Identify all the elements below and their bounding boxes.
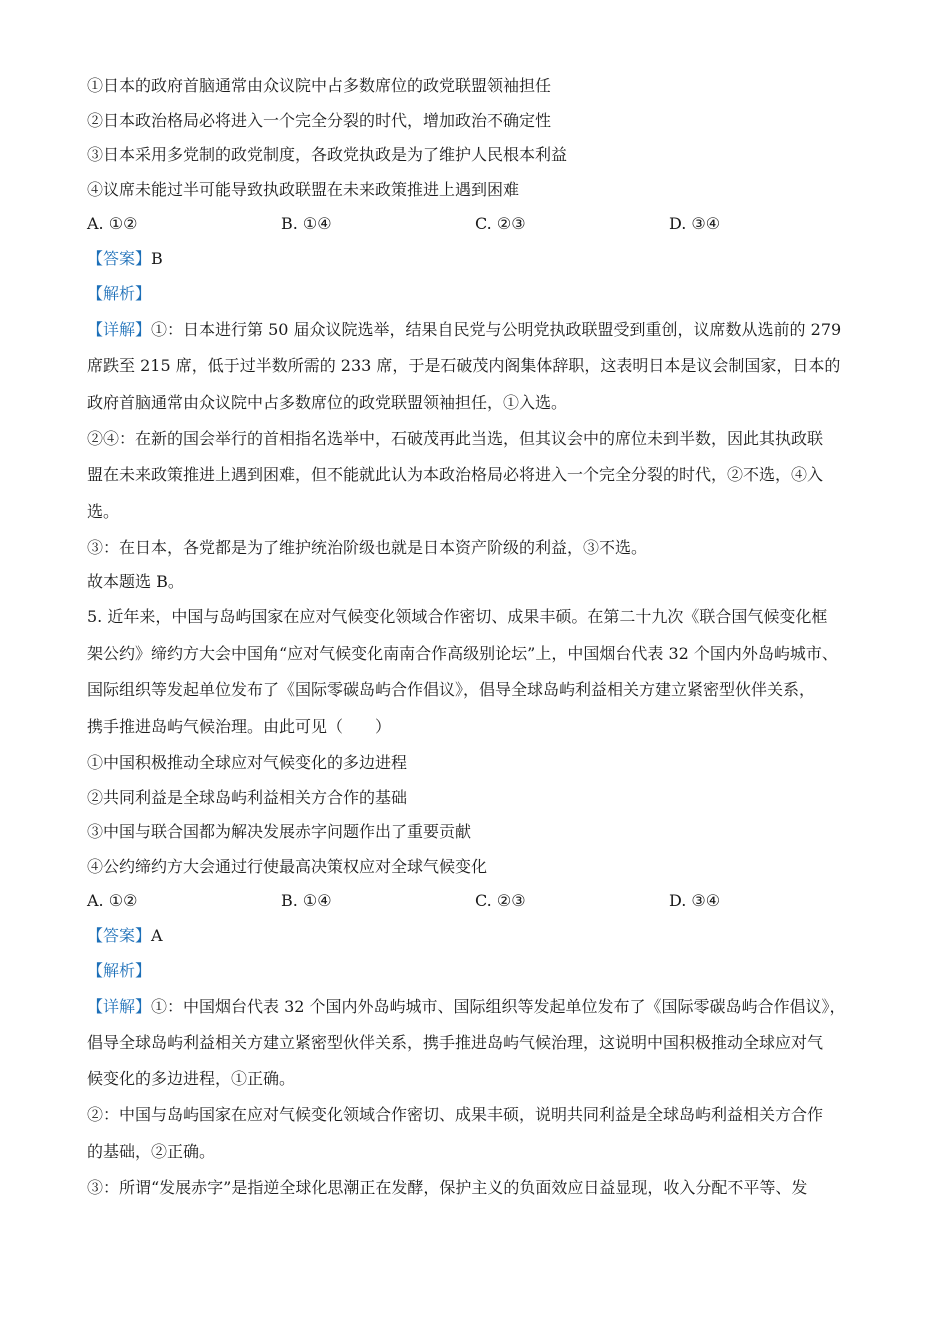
analysis-tag: 【解析】: [87, 284, 152, 303]
q5-option-a: A. ①②: [87, 891, 138, 910]
detail-text: ①：日本进行第 50 届众议院选举，结果自民党与公明党执政联盟受到重创，议席数从选前的 279: [151, 320, 842, 339]
detail-text: ①：中国烟台代表 32 个国内外岛屿城市、国际组织等发起单位发布了《国际零碳岛屿合作倡议》，: [151, 997, 846, 1016]
q4-answer: [87, 246, 877, 272]
q4-detail-line: 席跌至 215 席，低于过半数所需的 233 席，于是石破茂内阁集体辞职，这表明日本是议会制国家，日本的: [87, 356, 841, 375]
q5-answer: [87, 923, 877, 949]
q4-detail-line: 政府首脑通常由众议院中占多数席位的政党联盟领袖担任，①入选。: [87, 393, 568, 412]
q5-detail-line: 的基础，②正确。: [87, 1142, 216, 1161]
q4-statement: ④议席未能过半可能导致执政联盟在未来政策推进上遇到困难: [87, 180, 520, 199]
q5-option-c: C. ②③: [475, 891, 526, 910]
answer-value: A: [151, 926, 163, 945]
q5-stem-line: 架公约》缔约方大会中国角“应对气候变化南南合作高级别论坛”上，中国烟台代表 32 个国内外岛屿城市、: [87, 644, 838, 663]
analysis-tag: 【解析】: [87, 961, 152, 980]
q4-detail-line: 盟在未来政策推进上遇到困难，但不能就此认为本政治格局必将进入一个完全分裂的时代，②不选，④入: [87, 465, 824, 484]
q5-analysis-heading: [87, 958, 877, 984]
q4-option-c: C. ②③: [475, 214, 526, 233]
q4-option-d: D. ③④: [669, 214, 721, 233]
detail-tag: 【详解】: [87, 997, 152, 1016]
answer-tag: 【答案】: [87, 926, 152, 945]
q4-option-b: B. ①④: [281, 214, 332, 233]
q4-detail-line: 选。: [87, 502, 120, 521]
q5-option-d: D. ③④: [669, 891, 721, 910]
detail-tag: 【详解】: [87, 320, 152, 339]
q4-detail-line: [87, 317, 877, 343]
q5-statement: ③中国与联合国都为解决发展赤字问题作出了重要贡献: [87, 822, 472, 841]
q5-options: [87, 888, 877, 914]
q5-option-b: B. ①④: [281, 891, 332, 910]
q4-option-a: A. ①②: [87, 214, 138, 233]
q5-detail-line: 倡导全球岛屿利益相关方建立紧密型伙伴关系，携手推进岛屿气候治理，这说明中国积极推动全球应对气: [87, 1033, 824, 1052]
q5-detail-line: ③：所谓“发展赤字”是指逆全球化思潮正在发酵，保护主义的负面效应日益显现，收入分配不平等、发: [87, 1178, 808, 1197]
q5-detail-line: ②：中国与岛屿国家在应对气候变化领域合作密切、成果丰硕，说明共同利益是全球岛屿利益相关方合作: [87, 1105, 824, 1124]
q4-statement: ②日本政治格局必将进入一个完全分裂的时代，增加政治不确定性: [87, 111, 552, 130]
q5-stem-line: 携手推进岛屿气候治理。由此可见（ ）: [87, 717, 392, 736]
q5-statement: ①中国积极推动全球应对气候变化的多边进程: [87, 753, 408, 772]
q4-statement: ③日本采用多党制的政党制度，各政党执政是为了维护人民根本利益: [87, 145, 568, 164]
q4-detail-line: ②④：在新的国会举行的首相指名选举中，石破茂再此当选，但其议会中的席位未到半数，因此其执政联: [87, 429, 824, 448]
q5-statement: ④公约缔约方大会通过行使最高决策权应对全球气候变化: [87, 857, 488, 876]
q4-conclusion: 故本题选 B。: [87, 572, 184, 591]
q4-options: [87, 211, 877, 237]
answer-tag: 【答案】: [87, 249, 152, 268]
q5-stem-line: 5. 近年来，中国与岛屿国家在应对气候变化领域合作密切、成果丰硕。在第二十九次《联合国气候变化框: [87, 607, 828, 626]
q4-statement: ①日本的政府首脑通常由众议院中占多数席位的政党联盟领袖担任: [87, 76, 552, 95]
q5-detail-line: [87, 994, 877, 1020]
q5-detail-line: 候变化的多边进程，①正确。: [87, 1069, 296, 1088]
q5-stem-line: 国际组织等发起单位发布了《国际零碳岛屿合作倡议》，倡导全球岛屿利益相关方建立紧密型伙伴关系，: [87, 680, 816, 699]
q4-analysis-heading: [87, 281, 877, 307]
q4-detail-line: ③：在日本，各党都是为了维护统治阶级也就是日本资产阶级的利益，③不选。: [87, 538, 648, 557]
answer-value: B: [151, 249, 163, 268]
q5-statement: ②共同利益是全球岛屿利益相关方合作的基础: [87, 788, 408, 807]
